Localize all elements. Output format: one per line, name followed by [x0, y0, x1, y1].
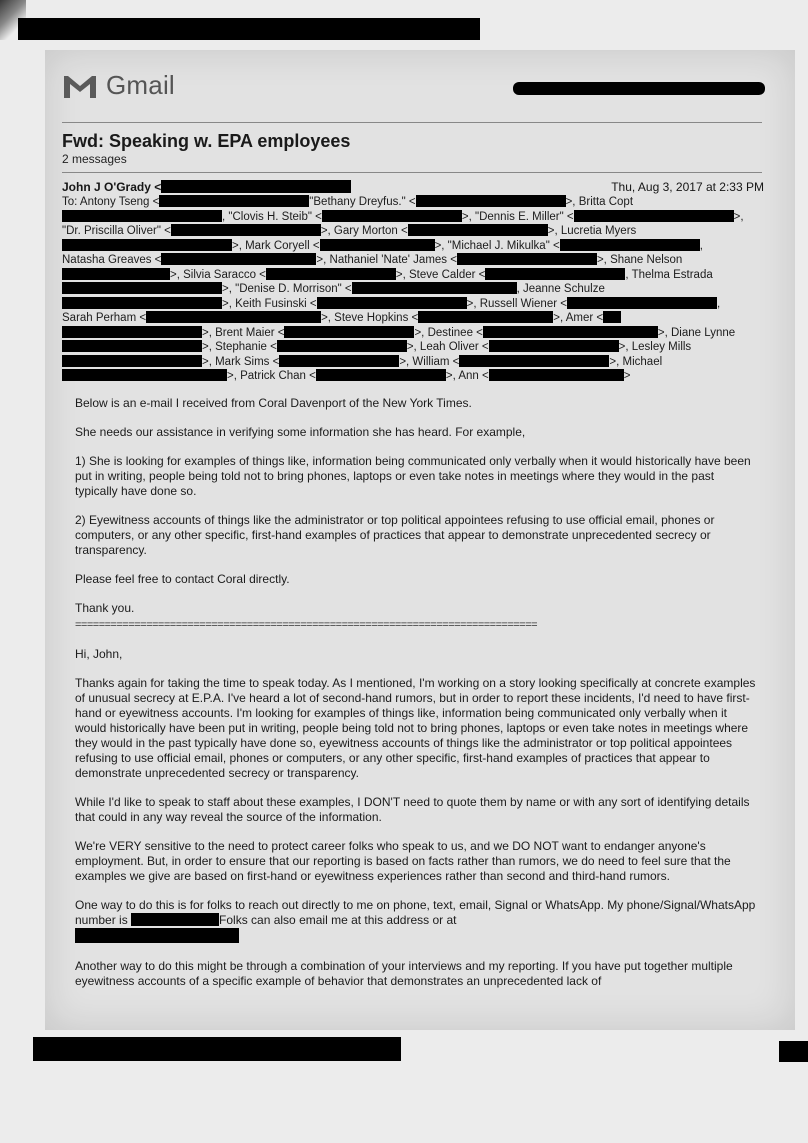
- redaction-bar: [603, 311, 621, 323]
- redaction-bar: [457, 253, 597, 265]
- recipient: >, William <: [399, 355, 460, 368]
- recipient: >, Nathaniel 'Nate' James <: [316, 254, 457, 266]
- body-text: One way to do this is for folks to reach out directly to me on phone, text, email, Signal or WhatsApp. My phone/Signal/WhatsApp number is: [75, 898, 756, 927]
- redaction-bar: [483, 326, 658, 338]
- recipient: >, Stephanie <: [202, 341, 277, 353]
- redaction-bar: [489, 369, 624, 381]
- redaction-bar: [62, 326, 202, 338]
- recipient: >, "Dennis E. Miller" <: [461, 210, 574, 223]
- message-date: Thu, Aug 3, 2017 at 2:33 PM: [611, 180, 764, 194]
- body-paragraph: We're VERY sensitive to the need to protect career folks who speak to us, and we DO NOT want to endanger anyone's employment. But, in order to ensure that our reporting is based on facts rather than rumors, we do need to feel sure that the examples we give are based on first-hand or eyewitness experiences rather than second and third-hand rumors.: [75, 839, 731, 883]
- recipient: >, Brent Maier <: [202, 326, 285, 339]
- redaction-bar: [408, 224, 548, 236]
- body-paragraph: 1) She is looking for examples of things like, information being communicated only verbally when it would historically have been put in writing, people being told not to bring phones, laptops or even take notes in meetings where they would in the past typically have done so.: [75, 454, 751, 498]
- recipient: >, Patrick Chan <: [227, 370, 316, 382]
- redaction-bar: [418, 311, 553, 323]
- recipient: >, Destinee <: [414, 326, 483, 339]
- recipient: >, Keith Fusinski <: [222, 297, 317, 310]
- divider: [62, 172, 762, 173]
- redaction-bar: [459, 355, 609, 367]
- recipient: Natasha Greaves <: [62, 254, 162, 266]
- message-count: 2 messages: [62, 152, 127, 166]
- redaction-bar: [75, 928, 239, 943]
- body-paragraph: She needs our assistance in verifying some information she has heard. For example,: [75, 425, 526, 439]
- recipient: >, "Denise D. Morrison" <: [222, 283, 352, 295]
- gmail-logo: [62, 70, 175, 101]
- redaction-bar: [567, 297, 717, 309]
- redaction-bar: [161, 180, 351, 193]
- recipient: >, Diane Lynne: [657, 326, 736, 339]
- body-paragraph: Hi, John,: [75, 647, 123, 661]
- recipient: , Thelma Estrada: [625, 268, 713, 281]
- recipient: >, Russell Wiener <: [466, 297, 567, 310]
- redaction-bar: [171, 224, 321, 236]
- recipient: >, Ann <: [445, 370, 489, 382]
- redaction-bar: [513, 82, 765, 95]
- body-paragraph: [75, 898, 760, 945]
- redaction-bar: [560, 239, 700, 251]
- body-paragraph: Thanks again for taking the time to speak today. As I mentioned, I'm working on a story looking specifically at concrete examples of unusual secrecy at E.P.A. I've heard a lot of second-hand rumors, but in order to report these incidents, I'd need to have first-hand or eyewitness accounts. I'm looking for examples of things like, information being communicated only verbally when it would historically have been put in writing, people being told not to bring phones, laptops or even take notes in meetings where they would in the past typically have done so, eyewitness accounts of things like the administrator or top political appointees refusing to use official email, phones or computers, or any other specific, first-hand examples of practices that appear to demonstrate unprecedented secrecy or transparency.: [75, 676, 756, 780]
- recipient: >, Michael: [609, 355, 663, 368]
- redaction-bar: [18, 18, 480, 40]
- redaction-bar: [62, 210, 222, 222]
- recipient: >, Mark Sims <: [202, 355, 280, 368]
- recipient: "Bethany Dreyfus." <: [309, 196, 416, 208]
- redaction-bar: [33, 1037, 401, 1061]
- gmail-envelope-icon: [62, 72, 98, 100]
- app-name: Gmail: [106, 70, 175, 100]
- divider: [62, 122, 762, 123]
- redaction-bar: [131, 913, 219, 926]
- redaction-bar: [62, 239, 232, 251]
- redaction-bar: [279, 355, 399, 367]
- body-paragraph: While I'd like to speak to staff about these examples, I DON'T need to quote them by name or with any sort of identifying details that could in any way reveal the source of the information.: [75, 795, 750, 824]
- email-subject: Fwd: Speaking w. EPA employees: [62, 131, 351, 151]
- recipient: >, Amer <: [553, 312, 604, 324]
- recipient: >,: [733, 210, 744, 223]
- recipient: >, Mark Coryell <: [232, 239, 320, 252]
- redaction-bar: [284, 326, 414, 338]
- body-paragraph: Another way to do this might be through a combination of your interviews and my reporting. If you have put together multiple eyewitness accounts of a specific example of behavior that demonstrates an unprecedented lack of: [75, 959, 733, 988]
- redaction-bar: [416, 195, 566, 207]
- redaction-bar: [322, 210, 462, 222]
- recipient: >, Lesley Mills: [618, 341, 692, 353]
- recipient: >, Steve Hopkins <: [321, 312, 419, 324]
- recipient: >, "Michael J. Mikulka" <: [434, 239, 560, 252]
- redaction-bar: [320, 239, 435, 251]
- redaction-bar: [62, 297, 222, 309]
- redaction-bar: [779, 1041, 808, 1062]
- sender: [62, 180, 351, 194]
- recipient: To: Antony Tseng <: [62, 196, 160, 208]
- email-body: [75, 396, 760, 1003]
- recipient: , Jeanne Schulze: [516, 283, 605, 295]
- body-paragraph: 2) Eyewitness accounts of things like the administrator or top political appointees refusing to use official email, phones or computers, or any other specific, first-hand examples of practices that appear to demonstrate unprecedented secrecy or transparency.: [75, 513, 715, 557]
- redaction-bar: [62, 268, 170, 280]
- recipient: >, Silvia Saracco <: [170, 268, 266, 281]
- redaction-bar: [62, 355, 202, 367]
- redaction-bar: [317, 297, 467, 309]
- redaction-bar: [316, 369, 446, 381]
- recipient: >, Leah Oliver <: [406, 341, 489, 353]
- recipient-list: To: Antony Tseng < "Bethany Dreyfus." < >, Britta Copt , "Clovis H. Steib" < >, "Dennis E. Miller" < >, "Dr. Priscilla Oliver" < >, Gary Morton < >, Lucretia Myers >, Mark Coryell < >, "Michael J. Mikulka" < , Natasha Greaves < >, Nathaniel 'Nate' James < >, Shane Nelson >, Silvia Saracco < >, Steve Calder < , Thelma Estrada >, "Denise D. Morrison" < , Jeanne Schulze >, Keith Fusinski < >, Russell Wiener < , Sarah Perham < >, Steve Hopkins < >, Amer < >, Brent Maier < >, Destinee < >, Diane Lynne >, Stephanie < >, Leah Oliver < >, Lesley Mills >, Mark Sims < >, William < >, Michael >, Patrick Chan < >, Ann < >: [62, 196, 744, 382]
- recipient: >, Gary Morton <: [320, 225, 408, 237]
- recipient: >, Shane Nelson: [596, 254, 683, 266]
- redaction-bar: [489, 340, 619, 352]
- redaction-bar: [277, 340, 407, 352]
- redaction-bar: [352, 282, 517, 294]
- recipient: Sarah Perham <: [62, 312, 147, 324]
- body-paragraph: Please feel free to contact Coral directly.: [75, 572, 290, 586]
- sender-name: John J O'Grady <: [62, 180, 162, 194]
- separator-line: ==============================================================================: [75, 619, 538, 631]
- redaction-bar: [62, 340, 202, 352]
- body-text: Folks can also email me at this address or at: [219, 913, 457, 927]
- recipient: >, Britta Copt: [565, 196, 634, 208]
- body-paragraph: Thank you.: [75, 601, 135, 615]
- redaction-bar: [485, 268, 625, 280]
- redaction-bar: [574, 210, 734, 222]
- redaction-bar: [266, 268, 396, 280]
- redaction-bar: [62, 369, 227, 381]
- redaction-bar: [161, 253, 316, 265]
- redaction-bar: [62, 282, 222, 294]
- redaction-bar: [159, 195, 309, 207]
- recipient: >, Steve Calder <: [395, 268, 486, 281]
- recipient: "Dr. Priscilla Oliver" <: [62, 225, 171, 237]
- recipient: >, Lucretia Myers: [547, 225, 637, 237]
- recipient: , "Clovis H. Steib" <: [222, 210, 322, 223]
- body-paragraph: Below is an e-mail I received from Coral Davenport of the New York Times.: [75, 396, 472, 410]
- redaction-bar: [146, 311, 321, 323]
